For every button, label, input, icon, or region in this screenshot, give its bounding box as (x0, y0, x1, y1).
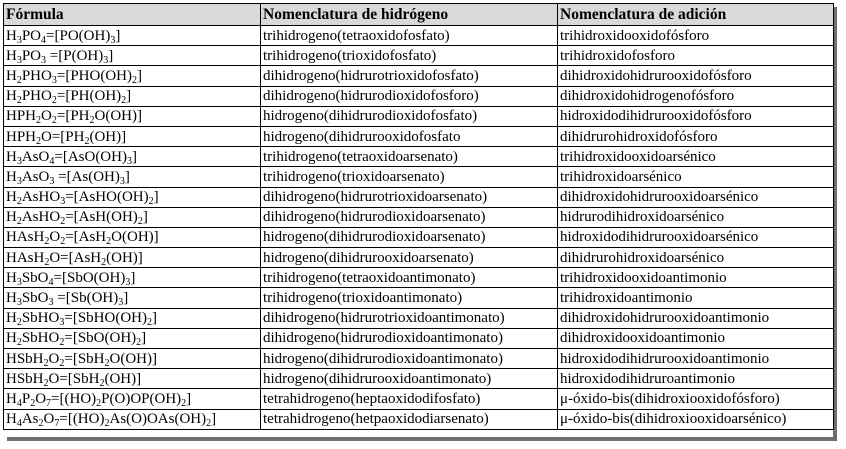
formula-subscript: 2 (16, 196, 22, 208)
formula-subscript: 2 (99, 377, 105, 389)
formula-text: H (6, 27, 17, 44)
formula-text: ] (124, 168, 130, 185)
oxoacid-nomenclature-table-container (3, 3, 833, 437)
formula-text: =[Sb(OH) (53, 290, 119, 307)
hydrogen-nomenclature-cell: trihidrogeno(trioxidoantimonato) (261, 288, 558, 308)
formula-text: (OH)] (89, 128, 127, 145)
formula-text: H (6, 189, 17, 206)
formula-text: ] (131, 148, 137, 165)
addition-nomenclature-cell: trihidroxidoarsénico (558, 167, 834, 187)
formula-subscript: 2 (89, 115, 95, 127)
formula-text: H (6, 47, 17, 64)
formula-subscript: 2 (121, 95, 127, 107)
formula-subscript: 2 (30, 397, 36, 409)
formula-cell (4, 248, 261, 268)
formula-text: =[SbHO(OH) (64, 310, 147, 327)
table-row (4, 288, 834, 308)
addition-nomenclature-cell: dihidroxidohidrurooxidoarsénico (558, 187, 834, 207)
formula-cell (4, 207, 261, 227)
addition-nomenclature-cell: μ-óxido-bis(dihidroxiooxidofósforo) (558, 389, 834, 409)
table-row (4, 86, 834, 106)
formula-subscript: 3 (118, 297, 124, 309)
formula-text: =[(HO) (59, 411, 105, 428)
addition-nomenclature-cell: μ-óxido-bis(dihidroxiooxidoarsénico) (558, 409, 834, 429)
formula-text: O(OH)] (109, 350, 157, 367)
formula-text: ] (108, 47, 114, 64)
formula-subscript: 2 (44, 256, 50, 268)
formula-text: =[SbO(OH) (64, 330, 137, 347)
formula-subscript: 4 (41, 34, 47, 46)
formula-cell (4, 66, 261, 86)
hydrogen-nomenclature-cell: trihidrogeno(trioxidofosfato) (261, 46, 558, 66)
formula-text: As (21, 411, 39, 428)
formula-text: H (6, 67, 17, 84)
addition-nomenclature-cell: trihidroxidooxidofósforo (558, 26, 834, 46)
addition-nomenclature-cell: dihidrurohidroxidoarsénico (558, 248, 834, 268)
formula-text: =[AsHO(OH) (65, 189, 149, 206)
formula-subscript: 2 (137, 216, 143, 228)
formula-text: P(O)OP(OH) (101, 390, 182, 407)
formula-subscript: 2 (36, 135, 42, 147)
formula-subscript: 2 (51, 115, 57, 127)
formula-text: =[SbH (64, 350, 105, 367)
formula-subscript: 7 (54, 418, 60, 430)
formula-subscript: 2 (16, 74, 22, 86)
formula-text: =[AsH (65, 229, 107, 246)
formula-text: PHO (21, 67, 52, 84)
hydrogen-nomenclature-cell: hidrogeno(dihidrurooxidofosfato (261, 126, 558, 146)
formula-text: O=[AsH (49, 249, 102, 266)
formula-cell (4, 389, 261, 409)
formula-subscript: 3 (110, 34, 116, 46)
table-row (4, 328, 834, 348)
formula-cell (4, 308, 261, 328)
formula-cell (4, 328, 261, 348)
formula-subscript: 3 (51, 74, 57, 86)
formula-text: ] (151, 310, 157, 327)
formula-cell (4, 147, 261, 167)
addition-nomenclature-cell: hidroxidodihidrurooxidofósforo (558, 106, 834, 126)
table-row (4, 248, 834, 268)
addition-nomenclature-cell: dihidroxidooxidoantimonio (558, 328, 834, 348)
formula-text: H (6, 290, 17, 307)
formula-subscript: 2 (104, 418, 110, 430)
formula-text: ] (186, 390, 192, 407)
formula-text: H (6, 269, 17, 286)
formula-text: HSbH (6, 350, 44, 367)
formula-subscript: 3 (126, 155, 132, 167)
formula-text: H (6, 411, 17, 428)
formula-cell (4, 26, 261, 46)
header-addition-nomenclature: Nomenclatura de adición (558, 4, 834, 26)
formula-cell (4, 227, 261, 247)
addition-nomenclature-cell: hidroxidodihidrurooxidoantimonio (558, 349, 834, 369)
formula-subscript: 4 (48, 276, 54, 288)
formula-text: ] (123, 290, 129, 307)
hydrogen-nomenclature-cell: hidrogeno(dihidrurodioxidoantimonato) (261, 349, 558, 369)
formula-subscript: 2 (38, 418, 44, 430)
formula-subscript: 3 (41, 54, 47, 66)
addition-nomenclature-cell: trihidroxidoantimonio (558, 288, 834, 308)
hydrogen-nomenclature-cell: dihidrogeno(hidrurotrioxidoarsenato) (261, 187, 558, 207)
formula-subscript: 2 (104, 357, 110, 369)
formula-text: PO (21, 47, 42, 64)
formula-text: H (6, 330, 17, 347)
formula-cell (4, 86, 261, 106)
hydrogen-nomenclature-cell: dihidrogeno(hidrurotrioxidoantimonato) (261, 308, 558, 328)
hydrogen-nomenclature-cell: trihidrogeno(tetraoxidoantimonato) (261, 268, 558, 288)
oxoacid-nomenclature-table (3, 3, 834, 430)
hydrogen-nomenclature-cell: hidrogeno(dihidrurooxidoarsenato) (261, 248, 558, 268)
formula-subscript: 4 (49, 155, 55, 167)
formula-text: =[SbO(OH) (53, 269, 126, 286)
formula-text: (OH)] (106, 249, 143, 266)
formula-text: =[PH (56, 108, 90, 125)
formula-subscript: 2 (59, 357, 65, 369)
formula-text: SbO (21, 290, 49, 307)
formula-text: AsO (21, 168, 50, 185)
formula-text: =[PO(OH) (46, 27, 111, 44)
table-row (4, 268, 834, 288)
formula-text: O(OH)] (111, 229, 159, 246)
formula-subscript: 2 (16, 337, 22, 349)
formula-text: ] (136, 67, 142, 84)
formula-cell (4, 268, 261, 288)
hydrogen-nomenclature-cell: hidrogeno(dihidrurooxidoantimonato) (261, 369, 558, 389)
formula-text: =[As(OH) (54, 168, 120, 185)
addition-nomenclature-cell: dihidroxidohidrogenofósforo (558, 86, 834, 106)
formula-text: =[PH(OH) (56, 88, 122, 105)
addition-nomenclature-cell: trihidroxidooxidoantimonio (558, 268, 834, 288)
formula-text: O (35, 390, 47, 407)
table-row (4, 308, 834, 328)
addition-nomenclature-cell: hidroxidodihidrurooxidoarsénico (558, 227, 834, 247)
formula-text: H (6, 390, 17, 407)
table-body (4, 26, 834, 430)
formula-text: H (6, 168, 17, 185)
formula-text: O=[SbH (48, 370, 100, 387)
formula-text: ] (142, 209, 148, 226)
formula-subscript: 2 (148, 196, 154, 208)
formula-text: HPH (6, 108, 37, 125)
addition-nomenclature-cell: hidroxidodihidruroantimonio (558, 369, 834, 389)
formula-subscript: 2 (51, 95, 57, 107)
formula-text: H (6, 209, 17, 226)
formula-subscript: 2 (106, 236, 112, 248)
addition-nomenclature-cell: hidrurodihidroxidoarsénico (558, 207, 834, 227)
table-row (4, 106, 834, 126)
formula-subscript: 2 (36, 115, 42, 127)
formula-subscript: 3 (16, 175, 22, 187)
formula-cell (4, 126, 261, 146)
table-row (4, 46, 834, 66)
addition-nomenclature-cell: trihidroxidofosforo (558, 46, 834, 66)
formula-text: P (21, 390, 31, 407)
table-row (4, 187, 834, 207)
formula-subscript: 3 (125, 276, 131, 288)
hydrogen-nomenclature-cell: dihidrogeno(hidrurodioxidoantimonato) (261, 328, 558, 348)
formula-text: HSbH (6, 370, 44, 387)
formula-subscript: 3 (103, 54, 109, 66)
formula-text: =[(HO) (51, 390, 97, 407)
formula-cell (4, 369, 261, 389)
formula-subscript: 3 (16, 34, 22, 46)
table-header (4, 4, 834, 26)
formula-text: ] (126, 88, 132, 105)
header-formula: Fórmula (4, 4, 261, 26)
formula-subscript: 2 (16, 95, 22, 107)
formula-subscript: 2 (206, 418, 212, 430)
formula-text: =[PHO(OH) (56, 67, 132, 84)
formula-subscript: 2 (136, 337, 142, 349)
formula-text: SbHO (21, 310, 60, 327)
table-row (4, 409, 834, 429)
hydrogen-nomenclature-cell: trihidrogeno(tetraoxidofosfato) (261, 26, 558, 46)
formula-subscript: 4 (16, 397, 22, 409)
formula-text: ] (141, 330, 147, 347)
formula-text: ] (211, 411, 217, 428)
formula-text: O (43, 411, 55, 428)
table-row (4, 369, 834, 389)
formula-text: O=[PH (41, 128, 85, 145)
table-row (4, 26, 834, 46)
formula-subscript: 2 (44, 236, 50, 248)
hydrogen-nomenclature-cell: trihidrogeno(tetraoxidoarsenato) (261, 147, 558, 167)
formula-text: =[AsH(OH) (65, 209, 138, 226)
formula-text: O (49, 229, 61, 246)
formula-cell (4, 46, 261, 66)
hydrogen-nomenclature-cell: trihidrogeno(trioxidoarsenato) (261, 167, 558, 187)
formula-subscript: 2 (16, 317, 22, 329)
table-row (4, 167, 834, 187)
formula-text: AsHO (21, 189, 61, 206)
formula-text: HPH (6, 128, 37, 145)
formula-text: SbO (21, 269, 49, 286)
hydrogen-nomenclature-cell: tetrahidrogeno(heptaoxidodifosfato) (261, 389, 558, 409)
hydrogen-nomenclature-cell: tetrahidrogeno(hetpaoxidodiarsenato) (261, 409, 558, 429)
formula-text: HAsH (6, 229, 45, 246)
formula-text: SbHO (21, 330, 60, 347)
formula-subscript: 3 (16, 297, 22, 309)
formula-subscript: 2 (84, 135, 90, 147)
hydrogen-nomenclature-cell: hidrogeno(dihidrurodioxidofosfato) (261, 106, 558, 126)
formula-subscript: 2 (43, 377, 49, 389)
table-row (4, 147, 834, 167)
formula-subscript: 2 (96, 397, 102, 409)
table-row (4, 207, 834, 227)
formula-text: =[AsO(OH) (54, 148, 127, 165)
formula-subscript: 2 (59, 337, 65, 349)
formula-subscript: 3 (48, 297, 54, 309)
hydrogen-nomenclature-cell: hidrogeno(dihidrurodioxidoarsenato) (261, 227, 558, 247)
formula-text: ] (115, 27, 121, 44)
formula-cell (4, 187, 261, 207)
formula-subscript: 7 (46, 397, 52, 409)
header-row (4, 4, 834, 26)
formula-text: AsO (21, 148, 50, 165)
hydrogen-nomenclature-cell: dihidrogeno(hidrurodioxidofosforo) (261, 86, 558, 106)
addition-nomenclature-cell: dihidroxidohidrurooxidofósforo (558, 66, 834, 86)
table-row (4, 126, 834, 146)
formula-subscript: 3 (59, 317, 65, 329)
formula-text: H (6, 88, 17, 105)
formula-text: PHO (21, 88, 52, 105)
formula-subscript: 2 (181, 397, 187, 409)
formula-text: AsHO (21, 209, 61, 226)
formula-text: H (6, 310, 17, 327)
formula-text: H (6, 148, 17, 165)
formula-text: (OH)] (104, 370, 142, 387)
table-row (4, 227, 834, 247)
hydrogen-nomenclature-cell: dihidrogeno(hidrurodioxidoarsenato) (261, 207, 558, 227)
table-row (4, 349, 834, 369)
formula-subscript: 3 (16, 155, 22, 167)
formula-text: =[P(OH) (46, 47, 104, 64)
formula-cell (4, 409, 261, 429)
formula-text: PO (21, 27, 42, 44)
formula-subscript: 2 (146, 317, 152, 329)
formula-cell (4, 167, 261, 187)
formula-text: HAsH (6, 249, 45, 266)
formula-cell (4, 349, 261, 369)
addition-nomenclature-cell: trihidroxidooxidoarsénico (558, 147, 834, 167)
formula-subscript: 3 (60, 196, 66, 208)
formula-subscript: 2 (60, 236, 66, 248)
formula-subscript: 4 (16, 418, 22, 430)
hydrogen-nomenclature-cell: dihidrogeno(hidrurotrioxidofosfato) (261, 66, 558, 86)
formula-subscript: 2 (60, 216, 66, 228)
formula-text: ] (153, 189, 159, 206)
formula-subscript: 2 (43, 357, 49, 369)
header-hydrogen-nomenclature: Nomenclatura de hidrógeno (261, 4, 558, 26)
formula-subscript: 3 (119, 175, 125, 187)
formula-text: O (41, 108, 52, 125)
formula-subscript: 2 (131, 74, 137, 86)
formula-subscript: 2 (16, 216, 22, 228)
formula-subscript: 3 (16, 276, 22, 288)
formula-text: ] (130, 269, 136, 286)
formula-subscript: 3 (49, 175, 55, 187)
formula-subscript: 3 (16, 54, 22, 66)
formula-text: O (48, 350, 60, 367)
table-row (4, 389, 834, 409)
addition-nomenclature-cell: dihidrurohidroxidofósforo (558, 126, 834, 146)
addition-nomenclature-cell: dihidroxidohidrurooxidoantimonio (558, 308, 834, 328)
formula-text: As(O)OAs(OH) (109, 411, 207, 428)
formula-subscript: 2 (101, 256, 107, 268)
formula-cell (4, 106, 261, 126)
formula-cell (4, 288, 261, 308)
table-row (4, 66, 834, 86)
formula-text: O(OH)] (94, 108, 142, 125)
